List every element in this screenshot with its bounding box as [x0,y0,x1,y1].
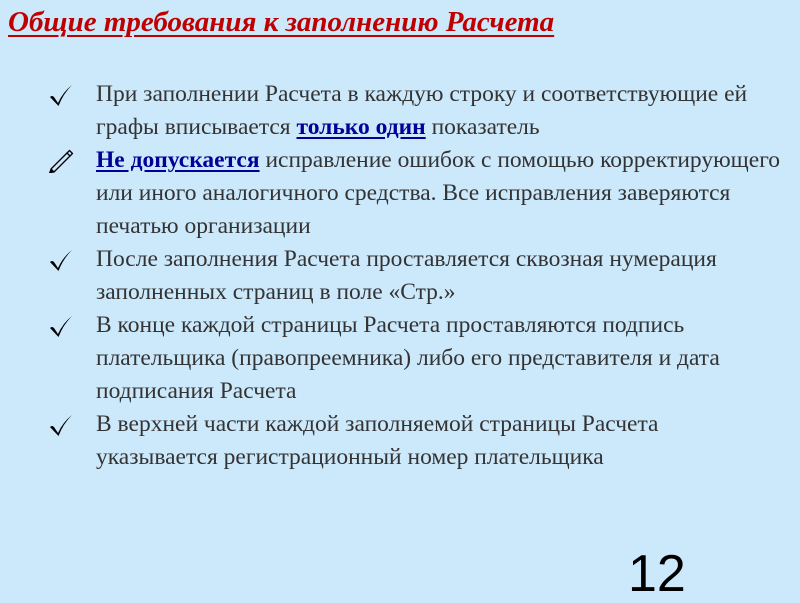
check-mark-icon [48,83,74,107]
slide-title: Общие требования к заполнению Расчета [8,6,555,38]
bullet-text-end: исправление ошибок с помощью корректирующего или иного аналогичного средства. Все исправления заверяются печатью организации [96,147,781,239]
bullet-text-end: показатель [425,114,540,140]
pencil-check-icon [48,149,74,173]
bullet-text: После заполнения Расчета проставляется сквозная нумерация заполненных страниц в поле «Стр.» [96,246,717,305]
requirements-list [40,78,780,474]
bullet-item [40,309,780,408]
bullet-item [40,408,780,474]
bullet-emphasis: Не допускается [96,147,260,173]
bullet-item [40,144,780,243]
page-number: 12 [628,545,686,603]
bullet-item [40,243,780,309]
check-mark-icon [48,314,74,338]
bullet-text: В конце каждой страницы Расчета проставляются подпись плательщика (правопреемника) либо его представителя и дата подписания Расчета [96,312,720,404]
bullet-emphasis: только один [296,114,426,140]
check-mark-icon [48,248,74,272]
check-mark-icon [48,413,74,437]
bullet-item [40,78,780,144]
bullet-text: При заполнении Расчета в каждую строку и соответствующие ей графы вписывается [96,81,748,140]
bullet-text: В верхней части каждой заполняемой страницы Расчета указывается регистрационный номер плательщика [96,411,659,470]
